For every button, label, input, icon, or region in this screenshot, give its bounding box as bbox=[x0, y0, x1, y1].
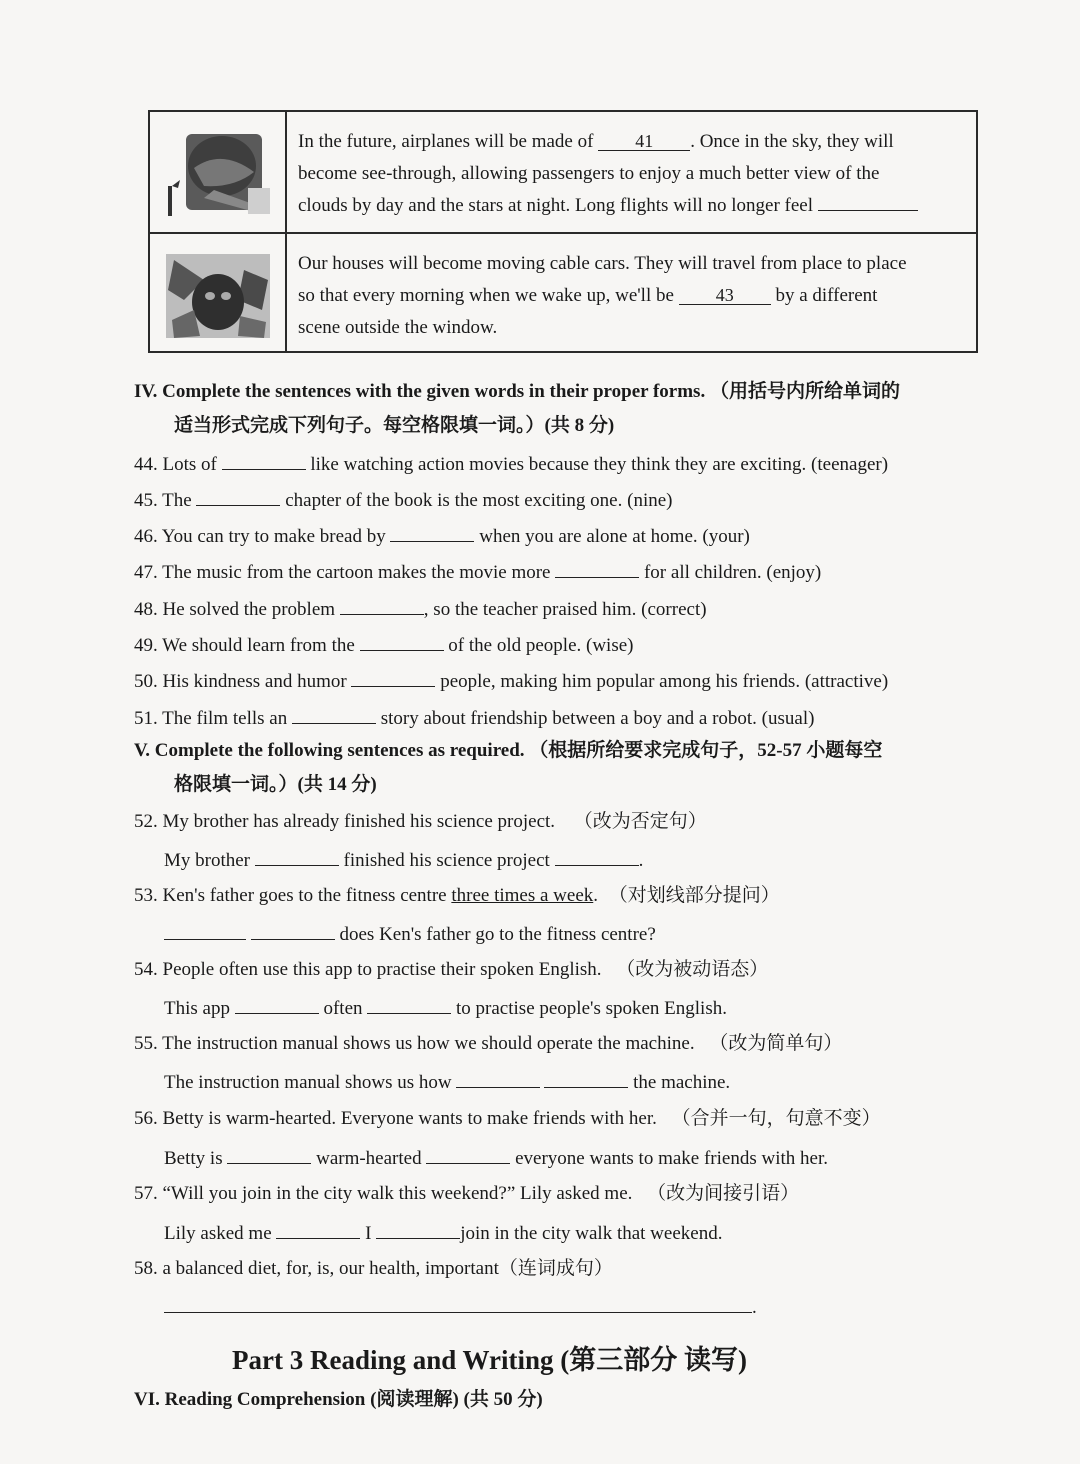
blank-42[interactable] bbox=[818, 192, 918, 211]
question-56-text: 56. Betty is warm-hearted. Everyone wants to make friends with her. bbox=[134, 1108, 657, 1129]
answer-56 bbox=[164, 1145, 828, 1171]
row1-line2: become see-through, allowing passengers to enjoy a much better view of the bbox=[298, 163, 880, 184]
question-48 bbox=[134, 596, 707, 622]
answer-56-middle: warm-hearted bbox=[316, 1148, 422, 1169]
question-44-end: like watching action movies because they think they are exciting. (teenager) bbox=[310, 454, 889, 475]
row2-line1: Our houses will become moving cable cars. They will travel from place to place bbox=[298, 253, 907, 274]
question-52 bbox=[134, 810, 707, 834]
question-47-start: 47. The music from the cartoon makes the movie more bbox=[134, 562, 551, 583]
answer-58-period: . bbox=[752, 1297, 757, 1318]
question-49-end: of the old people. (wise) bbox=[448, 635, 634, 656]
answer-blank-53b[interactable] bbox=[251, 921, 335, 940]
blank-41[interactable]: 41 bbox=[598, 132, 690, 151]
answer-blank-57a[interactable] bbox=[276, 1220, 360, 1239]
answer-54-end: to practise people's spoken English. bbox=[456, 998, 727, 1019]
answer-blank-56b[interactable] bbox=[426, 1145, 510, 1164]
question-45-start: 45. The bbox=[134, 490, 192, 511]
answer-blank-54a[interactable] bbox=[235, 995, 319, 1014]
answer-blank-52b[interactable] bbox=[555, 847, 639, 866]
answer-57-end: join in the city walk that weekend. bbox=[460, 1223, 723, 1244]
question-54 bbox=[134, 958, 768, 982]
question-48-end: , so the teacher praised him. (correct) bbox=[423, 599, 707, 620]
table-row-divider bbox=[150, 232, 976, 234]
question-51-end: story about friendship between a boy and a robot. (usual) bbox=[380, 708, 815, 729]
part3-title: Part 3 Reading and Writing (第三部分 读写) bbox=[232, 1345, 748, 1375]
answer-56-start: Betty is bbox=[164, 1148, 223, 1169]
answer-blank-47[interactable] bbox=[555, 559, 639, 578]
question-47-end: for all children. (enjoy) bbox=[643, 562, 822, 583]
question-50-end: people, making him popular among his friends. (attractive) bbox=[440, 671, 889, 692]
answer-57-start: Lily asked me bbox=[164, 1223, 272, 1244]
answer-52-end: . bbox=[638, 850, 644, 871]
row2-line2-end: by a different bbox=[775, 285, 878, 306]
question-53 bbox=[134, 884, 780, 908]
row1-line3: clouds by day and the stars at night. Long flights will no longer feel bbox=[298, 195, 814, 216]
question-50-start: 50. His kindness and humor bbox=[134, 671, 347, 692]
question-50 bbox=[134, 668, 888, 694]
answer-blank-48[interactable] bbox=[340, 596, 424, 615]
section5-heading-line1: V. Complete the following sentences as required. （根据所给要求完成句子，52-57 小题每空 bbox=[134, 740, 883, 761]
question-52-requirement: （改为否定句） bbox=[573, 811, 707, 832]
question-46-start: 46. You can try to make bread by bbox=[134, 526, 386, 547]
question-52-text: 52. My brother has already finished his science project. bbox=[134, 811, 556, 832]
question-54-requirement: （改为被动语态） bbox=[616, 959, 769, 980]
answer-54 bbox=[164, 995, 727, 1021]
question-56 bbox=[134, 1107, 881, 1131]
question-53-requirement: （对划线部分提问） bbox=[608, 885, 780, 906]
row1-line1-end: . Once in the sky, they will bbox=[690, 131, 894, 152]
question-47 bbox=[134, 559, 821, 585]
answer-55 bbox=[164, 1069, 730, 1095]
answer-55-end: the machine. bbox=[633, 1072, 731, 1093]
question-48-start: 48. He solved the problem bbox=[134, 599, 336, 620]
question-51-start: 51. The film tells an bbox=[134, 708, 288, 729]
question-53-underlined: three times a week bbox=[451, 885, 594, 906]
answer-57 bbox=[164, 1220, 722, 1246]
answer-blank-44[interactable] bbox=[222, 451, 306, 470]
section4-heading-line1: IV. Complete the sentences with the given words in their proper forms. （用括号内所给单词的 bbox=[134, 381, 900, 402]
answer-blank-57b[interactable] bbox=[376, 1220, 460, 1239]
question-55 bbox=[134, 1032, 842, 1056]
question-57 bbox=[134, 1182, 799, 1206]
question-53-end: . bbox=[593, 885, 599, 906]
row2-line2-start: so that every morning when we wake up, we'll be bbox=[298, 285, 674, 306]
question-55-requirement: （改为简单句） bbox=[709, 1033, 843, 1054]
answer-blank-54b[interactable] bbox=[367, 995, 451, 1014]
answer-52-middle: finished his science project bbox=[343, 850, 550, 871]
section5-heading-line2: 格限填一词。）(共 14 分) bbox=[174, 774, 377, 795]
answer-56-end: everyone wants to make friends with her. bbox=[515, 1148, 828, 1169]
answer-line-58[interactable] bbox=[164, 1312, 752, 1313]
question-56-requirement: （合并一句，句意不变） bbox=[671, 1108, 881, 1129]
question-57-text: 57. “Will you join in the city walk this weekend?” Lily asked me. bbox=[134, 1183, 633, 1204]
row1-text bbox=[298, 126, 970, 222]
answer-54-middle: often bbox=[323, 998, 363, 1019]
question-53-start: 53. Ken's father goes to the fitness centre bbox=[134, 885, 447, 906]
question-49-start: 49. We should learn from the bbox=[134, 635, 355, 656]
table-column-divider bbox=[285, 112, 287, 351]
answer-54-start: This app bbox=[164, 998, 230, 1019]
answer-blank-55b[interactable] bbox=[544, 1069, 628, 1088]
future-table bbox=[148, 110, 978, 353]
blank-43[interactable]: 43 bbox=[679, 286, 771, 305]
question-51 bbox=[134, 705, 814, 731]
answer-blank-50[interactable] bbox=[351, 668, 435, 687]
airplane-picture bbox=[164, 128, 274, 220]
answer-53 bbox=[164, 921, 656, 947]
question-46-end: when you are alone at home. (your) bbox=[479, 526, 750, 547]
answer-57-middle: I bbox=[365, 1223, 372, 1244]
answer-blank-45[interactable] bbox=[196, 487, 280, 506]
question-57-requirement: （改为间接引语） bbox=[647, 1183, 800, 1204]
answer-blank-55a[interactable] bbox=[456, 1069, 540, 1088]
question-45-end: chapter of the book is the most exciting one. (nine) bbox=[285, 490, 673, 511]
answer-53-end: does Ken's father go to the fitness centre? bbox=[339, 924, 656, 945]
answer-55-start: The instruction manual shows us how bbox=[164, 1072, 452, 1093]
question-54-text: 54. People often use this app to practise their spoken English. bbox=[134, 959, 602, 980]
answer-blank-53a[interactable] bbox=[164, 921, 246, 940]
answer-blank-46[interactable] bbox=[390, 523, 474, 542]
question-45 bbox=[134, 487, 673, 513]
row2-text bbox=[298, 248, 970, 344]
answer-blank-51[interactable] bbox=[292, 705, 376, 724]
section4-heading-line2: 适当形式完成下列句子。每空格限填一词。）(共 8 分) bbox=[174, 415, 615, 436]
row1-line1-start: In the future, airplanes will be made of bbox=[298, 131, 594, 152]
answer-blank-56a[interactable] bbox=[227, 1145, 311, 1164]
question-46 bbox=[134, 523, 750, 549]
answer-52 bbox=[164, 847, 643, 873]
answer-blank-52a[interactable] bbox=[255, 847, 339, 866]
moving-house-picture bbox=[164, 250, 274, 342]
question-44 bbox=[134, 451, 888, 477]
answer-52-start: My brother bbox=[164, 850, 251, 871]
question-58: 58. a balanced diet, for, is, our health, important（连词成句） bbox=[134, 1258, 613, 1279]
question-49 bbox=[134, 632, 634, 658]
row2-line3: scene outside the window. bbox=[298, 317, 498, 338]
section6-heading: VI. Reading Comprehension (阅读理解) (共 50 分) bbox=[134, 1389, 543, 1410]
answer-blank-49[interactable] bbox=[360, 632, 444, 651]
question-44-start: 44. Lots of bbox=[134, 454, 217, 475]
question-55-text: 55. The instruction manual shows us how we should operate the machine. bbox=[134, 1033, 695, 1054]
